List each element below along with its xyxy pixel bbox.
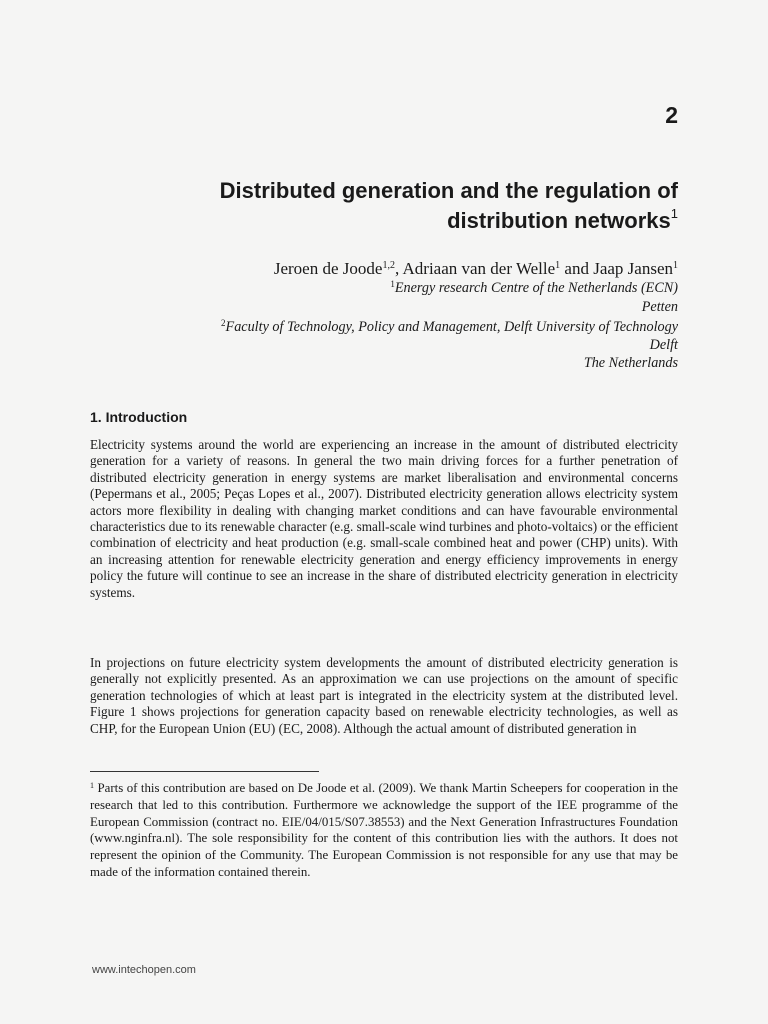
author-list — [120, 259, 678, 279]
section-heading: 1. Introduction — [90, 409, 188, 425]
title-footnote-mark: 1 — [670, 206, 678, 221]
author-affiliation-mark: 1 — [673, 260, 678, 271]
affiliation-2-city: Delft — [649, 337, 678, 353]
footnote-mark: 1 — [90, 781, 94, 790]
chapter-number: 2 — [665, 102, 678, 128]
affiliation-2 — [120, 318, 678, 336]
footnote-text: Parts of this contribution are based on De Joode et al. (2009). We thank Martin Scheepers for cooperation in the research that led to this contribution. Furthermore we acknowledge the support of the IEE programme of the European Commission (contract no. EIE/04/015/S07.38553) and the Next Generation Infrastructures Foundation (www.nginfra.nl). The sole responsibility for the content of this contribution lies with the authors. It does not represent the opinion of the Community. The European Commission is not responsible for any use that may be made of the information contained therein. — [90, 781, 678, 879]
chapter-title — [120, 176, 678, 236]
title-line-1: Distributed generation and the regulation of — [219, 178, 678, 203]
affiliation-mark: 2 — [221, 318, 226, 328]
affiliation-mark: 1 — [390, 279, 395, 289]
footnote — [90, 780, 678, 881]
author-name: , Adriaan van der Welle — [394, 259, 556, 278]
publisher-website: www.intechopen.com — [92, 964, 196, 976]
title-line-2: distribution networks — [447, 208, 671, 233]
body-paragraph-2: In projections on future electricity system developments the amount of distributed electricity generation is generally not explicitly presented. As an approximation we can use projections on the amount of specific generation technologies of which at least part is integrated in the electricity system at the distributed level. Figure 1 shows projections for generation capacity based on renewable electricity technologies, as well as CHP, for the European Union (EU) (EC, 2008). Although the actual amount of distributed generation in — [90, 655, 678, 736]
author-affiliation-mark: 1,2 — [382, 260, 395, 271]
affiliation-1-city: Petten — [641, 299, 678, 315]
affiliation-1 — [120, 279, 678, 297]
author-name: and Jaap Jansen — [560, 259, 673, 278]
affiliation-country: The Netherlands — [583, 355, 678, 371]
affiliation-name: Energy research Centre of the Netherlands (ECN) — [394, 280, 678, 296]
affiliation-name: Faculty of Technology, Policy and Management, Delft University of Technology — [225, 319, 678, 335]
author-affiliation-mark: 1 — [555, 260, 561, 271]
footnote-divider — [90, 771, 319, 772]
body-paragraph-1: Electricity systems around the world are experiencing an increase in the amount of distributed electricity generation for a variety of reasons. In general the two main driving forces for a further penetration of distributed electricity generation in energy systems are market liberalisation and environmental concerns (Pepermans et al., 2005; Peças Lopes et al., 2007). Distributed electricity generation allows electricity system actors more flexibility in dealing with changing market conditions and can have favourable environmental characteristics due to its renewable character (e.g. small-scale wind turbines and photo-voltaics) or the efficient combination of electricity and heat production (e.g. small-scale combined heat and power (CHP) units). With an increasing attention for renewable electricity generation and energy efficiency improvements in energy policy the future will continue to see an increase in the share of distributed electricity generation in electricity systems. — [90, 437, 678, 600]
author-name: Jeroen de Joode — [273, 259, 383, 278]
